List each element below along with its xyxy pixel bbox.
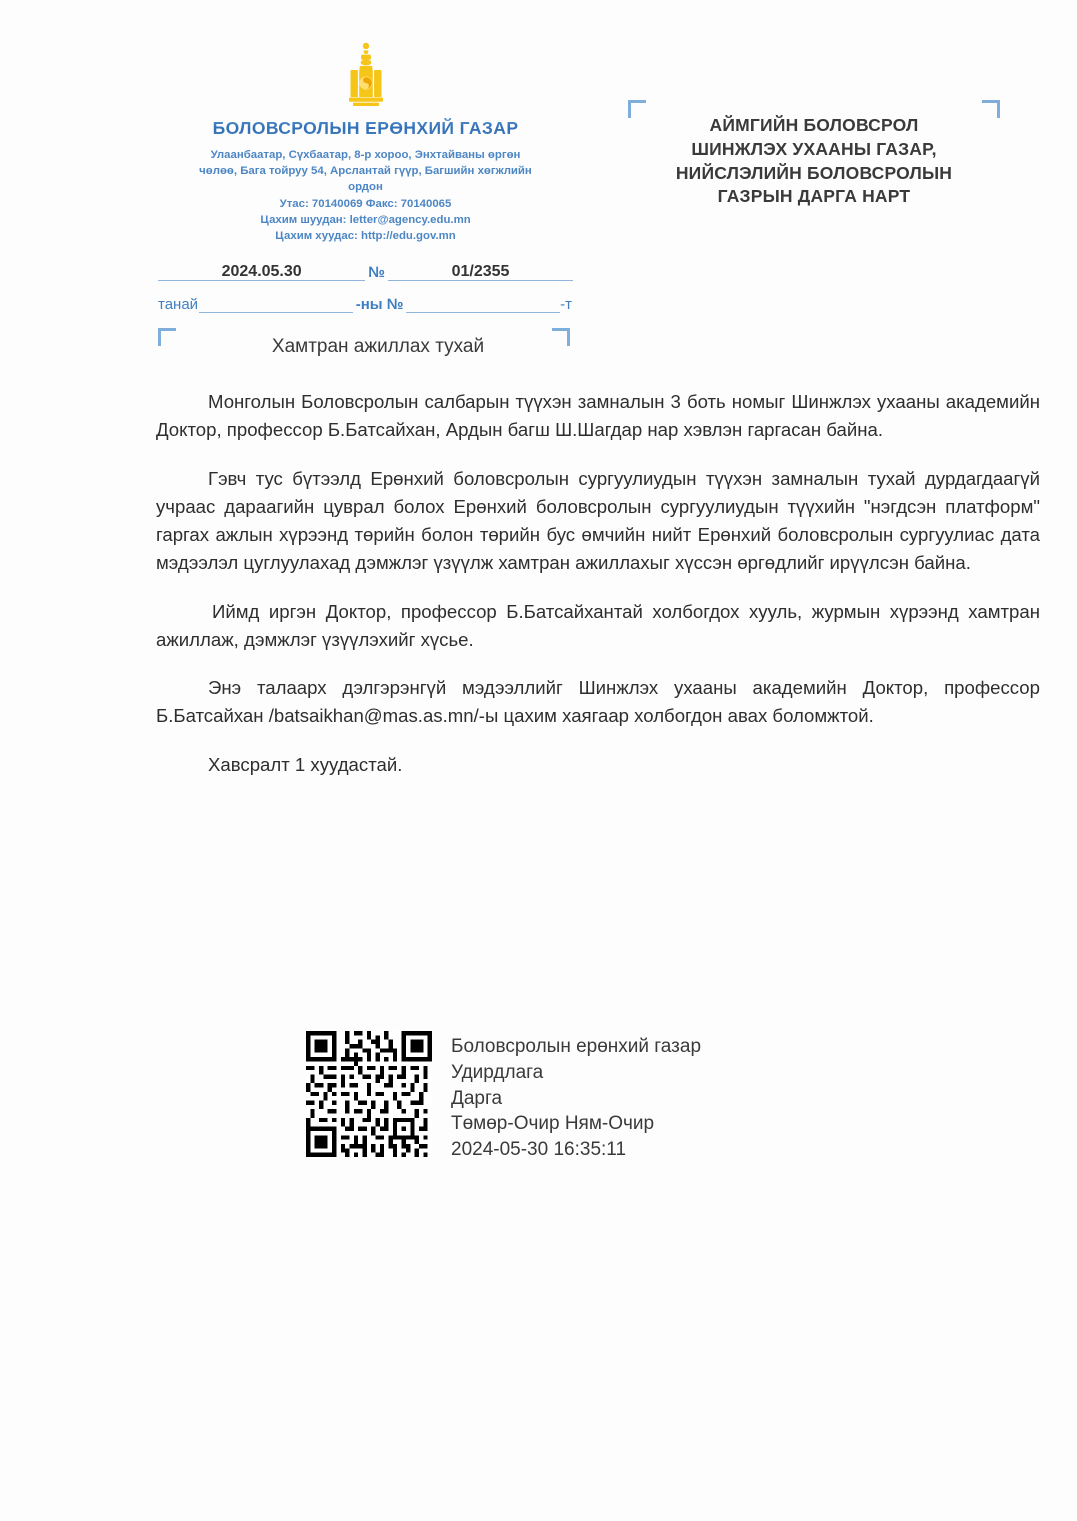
reference-block <box>158 256 573 313</box>
number-symbol: № <box>368 264 385 281</box>
signature-block <box>306 1031 701 1163</box>
recipient-line-2: ШИНЖЛЭХ УХААНЫ ГАЗАР, <box>691 138 937 159</box>
signature-organization: Боловсролын ерөнхий газар <box>451 1036 702 1057</box>
address-line-1: Улаанбаатар, Сүхбаатар, 8-р хороо, Энхтайваны өргөн <box>210 149 521 161</box>
subject-text: Хамтран ажиллах тухай <box>271 336 485 357</box>
qr-code <box>306 1031 432 1157</box>
body-paragraph-5: Хавсралт 1 хуудастай. <box>208 753 403 775</box>
bracket-top-right-icon <box>982 100 1000 118</box>
signature-timestamp: 2024-05-30 16:35:11 <box>451 1139 627 1161</box>
letter-body <box>156 388 1040 799</box>
organization-title: БОЛОВСРОЛЫН ЕРӨНХИЙ ГАЗАР <box>158 118 573 139</box>
signature-name: Төмөр-Очир Ням-Очир <box>451 1113 655 1135</box>
your-ref-mid: -ны № <box>355 296 404 313</box>
subject-block <box>158 328 570 368</box>
number-rule-right <box>516 263 573 281</box>
recipient-block <box>628 100 1000 217</box>
your-ref-rule-2 <box>406 295 560 313</box>
email-line: Цахим шуудан: letter@agency.edu.mn <box>260 213 471 226</box>
number-rule-left <box>388 263 445 281</box>
recipient-line-3: НИЙСЛЭЛИЙН БОЛОВСРОЛЫН <box>675 162 953 183</box>
signature-unit: Удирдлага <box>451 1061 544 1083</box>
phone-line: Утас: 70140069 Факс: 70140065 <box>279 197 452 210</box>
your-ref-prefix: танай <box>158 296 199 313</box>
website-line: Цахим хуудас: http://edu.gov.mn <box>275 229 456 242</box>
reference-row-incoming <box>158 288 573 313</box>
recipient-address <box>644 114 984 209</box>
your-ref-suffix: -т <box>560 296 573 313</box>
letterhead <box>158 40 573 244</box>
letter-number: 01/2355 <box>445 263 517 281</box>
signature-position: Дарга <box>451 1087 503 1109</box>
body-paragraph-1: Монголын Боловсролын салбарын түүхэн замналын 3 боть номыг Шинжлэх ухааны академийн Доктор, профессор Б.Батсайхан, Ардын багш Ш.Шагдар нар хэвлэн гаргасан байна. <box>156 391 1040 441</box>
address-line-2: чөлөө, Бага тойруу 54, Арслантай гүүр, Багшийн хөгжлийн <box>199 165 532 178</box>
signature-text <box>451 1031 701 1163</box>
body-paragraph-3: Иймд иргэн Доктор, профессор Б.Батсайхантай холбогдох хууль, журмын хүрээнд хамтран ажиллаж, дэмжлэг үзүүлэхийг хүсье. <box>156 600 1040 650</box>
bracket-top-left-icon <box>628 100 646 118</box>
recipient-line-4: ГАЗРЫН ДАРГА НАРТ <box>717 186 911 207</box>
body-paragraph-4: Энэ талаарх дэлгэрэнгүй мэдээллийг Шинжлэх ухааны академийн Доктор, профессор Б.Батсайхан /batsaikhan@mas.as.mn/-ы цахим хаягаар холбогдон авах боломжтой. <box>156 677 1040 727</box>
organization-contact <box>158 147 573 244</box>
date-rule-left <box>158 263 215 281</box>
reference-row-outgoing <box>158 256 573 281</box>
date-rule-right <box>309 263 366 281</box>
soyombo-emblem <box>344 40 388 112</box>
your-ref-rule-1 <box>199 295 353 313</box>
address-line-3: ордон <box>348 181 383 194</box>
recipient-line-1: АЙМГИЙН БОЛОВСРОЛ <box>709 115 919 135</box>
body-paragraph-2: Гэвч тус бүтээлд Ерөнхий боловсролын сургуулиудын түүхэн замналын тухай дурдагдаагүй учраас дараагийн цуврал болох Ерөнхий боловсролын сургуулиудын түүхийн "нэгдсэн платформ" гаргах ажлын хүрээнд төрийн болон төрийн бус өмчийн нийт Ерөнхий боловсролын сургуулиас дата мэдээлэл цуглуулахад дэмжлэг үзүүлж хамтран ажиллахыг хүссэн өргөдлийг ирүүлсэн байна. <box>156 467 1040 574</box>
letter-date: 2024.05.30 <box>215 263 309 281</box>
